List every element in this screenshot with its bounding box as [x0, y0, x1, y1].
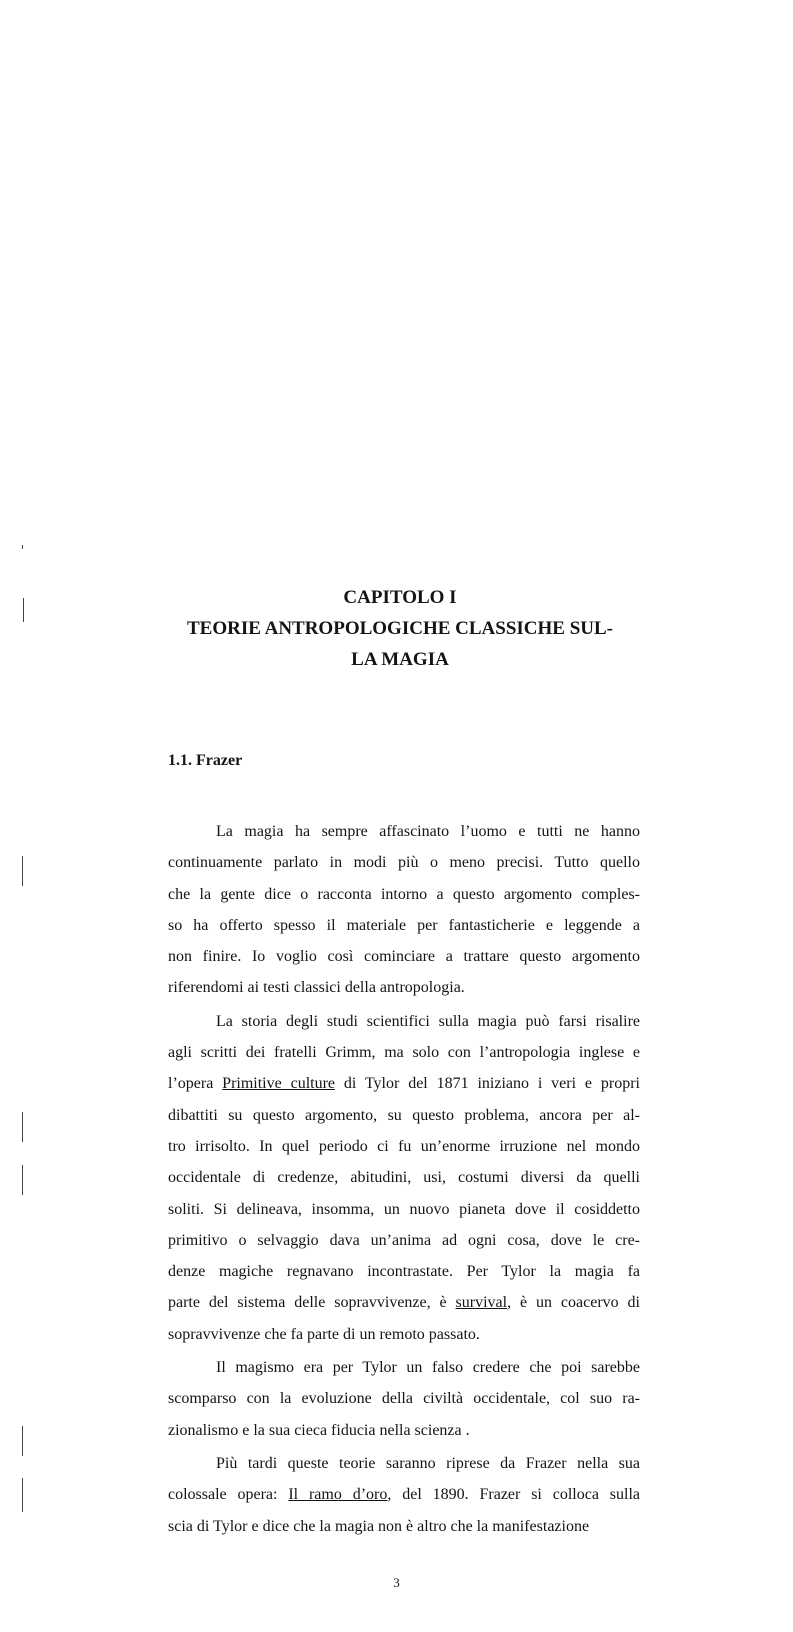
- text-line: [168, 1479, 640, 1510]
- text-line: occidentale di credenze, abitudini, usi, costumi diversi da quelli: [168, 1169, 640, 1187]
- section-heading: 1.1. Frazer: [168, 752, 243, 769]
- chapter-title-line-1: TEORIE ANTROPOLOGICHE CLASSICHE SUL-: [186, 618, 613, 639]
- chapter-number: CAPITOLO I: [343, 587, 457, 608]
- scan-edge-mark: [22, 1478, 23, 1512]
- text-line: dibattiti su questo argomento, su questo problema, ancora per al-: [168, 1106, 640, 1124]
- underlined-title: Il ramo d’oro: [288, 1486, 388, 1504]
- scan-edge-mark: [22, 545, 23, 549]
- scan-edge-mark: [22, 1165, 23, 1195]
- text-line: denze magiche regnavano incontrastate. Per Tylor la magia fa: [168, 1263, 640, 1281]
- text-line: continuamente parlato in modi più o meno precisi. Tutto quello: [168, 854, 640, 872]
- text-line: riferendomi ai testi classici della antropologia.: [168, 979, 465, 997]
- text-line: zionalismo e la sua cieca fiducia nella scienza .: [168, 1421, 470, 1439]
- text-segment: colossale opera:: [168, 1486, 289, 1504]
- body-text: [168, 816, 640, 1544]
- underlined-title: survival: [455, 1294, 508, 1312]
- text-line: scomparso con la evoluzione della civiltà occidentale, col suo ra-: [168, 1390, 640, 1408]
- text-line: agli scritti dei fratelli Grimm, ma solo con l’antropologia inglese e: [168, 1044, 640, 1062]
- text-segment: , del 1890. Frazer si colloca sulla: [387, 1486, 641, 1504]
- scan-edge-mark: [23, 598, 24, 622]
- text-segment: l’opera: [168, 1075, 223, 1093]
- text-line: [168, 1068, 640, 1099]
- scan-edge-mark: [22, 856, 23, 886]
- text-line: Più tardi queste teorie saranno riprese da Frazer nella sua: [216, 1454, 640, 1472]
- scan-edge-mark: [22, 1112, 23, 1142]
- text-line: scia di Tylor e dice che la magia non è altro che la manifestazione: [168, 1517, 590, 1535]
- scan-edge-mark: [22, 1426, 23, 1456]
- text-line: primitivo o selvaggio dava un’anima ad ogni cosa, dove le cre-: [168, 1231, 640, 1249]
- paragraph: [168, 1448, 640, 1542]
- text-line: soliti. Si delineava, insomma, un nuovo pianeta dove il cosiddetto: [168, 1200, 640, 1218]
- paragraph: [168, 816, 640, 1004]
- text-line: La magia ha sempre affascinato l’uomo e tutti ne hanno: [216, 823, 640, 840]
- text-segment: di Tylor del 1871 iniziano i veri e propri: [335, 1075, 640, 1093]
- paragraph: [168, 1006, 640, 1350]
- chapter-heading: [150, 582, 650, 675]
- text-line: sopravvivenze che fa parte di un remoto passato.: [168, 1325, 480, 1343]
- text-line: [168, 1287, 640, 1318]
- page-number: 3: [393, 1575, 400, 1590]
- text-line: so ha offerto spesso il materiale per fantasticherie e leggende a: [168, 916, 640, 934]
- text-line: che la gente dice o racconta intorno a questo argomento comples-: [168, 885, 640, 903]
- text-line: Il magismo era per Tylor un falso credere che poi sarebbe: [216, 1359, 640, 1377]
- text-line: non finire. Io voglio così cominciare a trattare questo argomento: [168, 948, 640, 966]
- chapter-title-line-2: LA MAGIA: [351, 649, 449, 670]
- paragraph: [168, 1352, 640, 1446]
- text-line: tro irrisolto. In quel periodo ci fu un’enorme irruzione nel mondo: [168, 1137, 640, 1155]
- underlined-title: Primitive culture: [222, 1075, 336, 1093]
- text-segment: , è un coacervo di: [507, 1294, 640, 1312]
- text-line: La storia degli studi scientifici sulla magia può farsi risalire: [216, 1012, 640, 1030]
- text-segment: parte del sistema delle sopravvivenze, è: [168, 1294, 456, 1312]
